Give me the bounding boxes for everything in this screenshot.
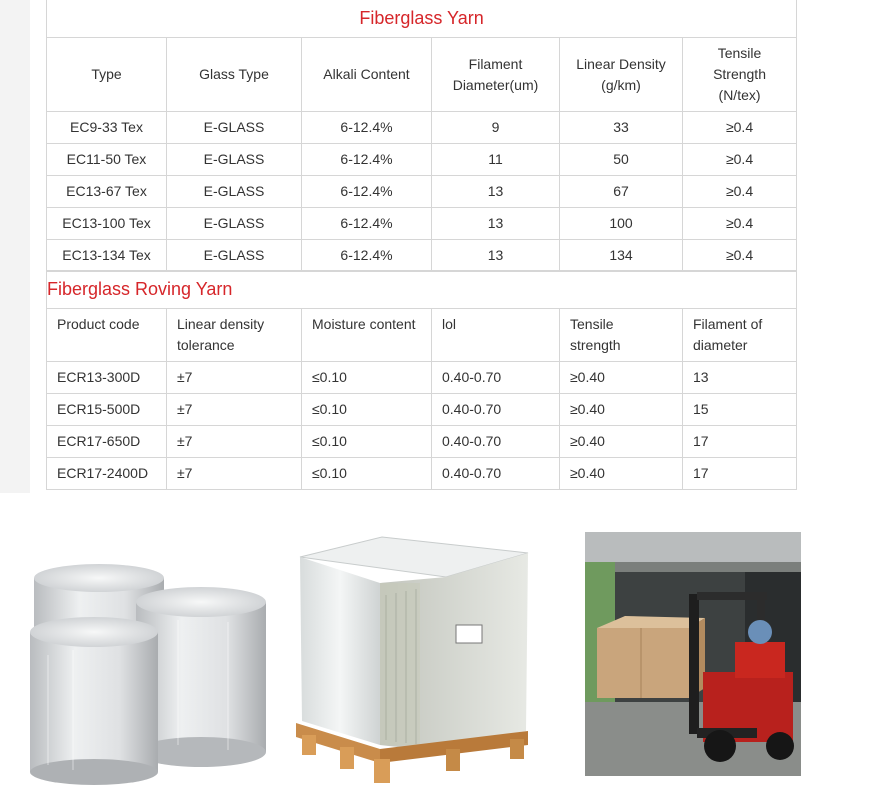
column-header (683, 38, 797, 112)
table-cell: ≥0.40 (560, 458, 683, 490)
table-cell: ≥0.4 (683, 144, 797, 176)
table-cell: 17 (683, 458, 797, 490)
table-cell: ≤0.10 (302, 362, 432, 394)
header-label: Type (91, 66, 122, 82)
table-cell: EC11-50 Tex (47, 144, 167, 176)
column-header (432, 38, 560, 112)
table-cell: E-GLASS (167, 112, 302, 144)
table-cell: EC9-33 Tex (47, 112, 167, 144)
column-header (302, 38, 432, 112)
table-cell: 50 (560, 144, 683, 176)
table-cell: 6-12.4% (302, 208, 432, 240)
table-cell: ±7 (167, 394, 302, 426)
header-label: Tensile Strength (N/tex) (713, 45, 766, 103)
header-label: Filament Diameter(um) (452, 55, 539, 93)
table-cell: 9 (432, 112, 560, 144)
header-label: Moisture content (312, 316, 416, 332)
table-cell: ≤0.10 (302, 458, 432, 490)
table-cell: ECR17-2400D (47, 458, 167, 490)
table-cell: 11 (432, 144, 560, 176)
column-header (560, 309, 683, 362)
table-cell: ≥0.40 (560, 394, 683, 426)
column-header (560, 38, 683, 112)
table-cell: ±7 (167, 426, 302, 458)
column-header (683, 309, 797, 362)
table-cell: 15 (683, 394, 797, 426)
table-row (47, 176, 797, 208)
header-label: Filament of diameter (693, 316, 763, 353)
table-row (47, 394, 797, 426)
table-cell: 13 (432, 240, 560, 272)
table-cell: 6-12.4% (302, 144, 432, 176)
table-row (47, 240, 797, 272)
table-row (47, 362, 797, 394)
forklift-loading-photo (585, 532, 801, 776)
table-title-row (47, 271, 797, 309)
table-title-row (47, 0, 797, 38)
fiberglass-roving-yarn-table (46, 270, 797, 490)
table-row (47, 426, 797, 458)
table-cell: 67 (560, 176, 683, 208)
table-cell: 0.40-0.70 (432, 426, 560, 458)
column-header (167, 309, 302, 362)
table-cell: ≥0.4 (683, 112, 797, 144)
table-cell: ECR17-650D (47, 426, 167, 458)
yarn-table-title: Fiberglass Yarn (47, 0, 797, 38)
column-header (47, 38, 167, 112)
table-cell: ≥0.4 (683, 176, 797, 208)
table-cell: ECR13-300D (47, 362, 167, 394)
table-cell: 6-12.4% (302, 176, 432, 208)
table-cell: 134 (560, 240, 683, 272)
table-cell: EC13-100 Tex (47, 208, 167, 240)
table-header-row (47, 309, 797, 362)
table-cell: 0.40-0.70 (432, 394, 560, 426)
table-cell: 13 (683, 362, 797, 394)
page-side-strip (0, 0, 30, 493)
fiberglass-yarn-table (46, 0, 797, 272)
table-cell: ±7 (167, 362, 302, 394)
table-cell: ±7 (167, 458, 302, 490)
table-cell: E-GLASS (167, 208, 302, 240)
table-cell: EC13-134 Tex (47, 240, 167, 272)
wrapped-pallet-photo (296, 535, 532, 785)
header-label: lol (442, 316, 457, 332)
table-cell: E-GLASS (167, 240, 302, 272)
table-header-row (47, 38, 797, 112)
table-cell: 100 (560, 208, 683, 240)
table-cell: 13 (432, 208, 560, 240)
header-label: Alkali Content (323, 66, 410, 82)
table-cell: ECR15-500D (47, 394, 167, 426)
table-cell: 6-12.4% (302, 112, 432, 144)
table-row (47, 144, 797, 176)
table-cell: ≤0.10 (302, 394, 432, 426)
table-cell: E-GLASS (167, 144, 302, 176)
table-cell: ≤0.10 (302, 426, 432, 458)
table-row (47, 112, 797, 144)
table-cell: E-GLASS (167, 176, 302, 208)
column-header (302, 309, 432, 362)
header-label: Tensile strength (570, 316, 621, 353)
table-cell: 13 (432, 176, 560, 208)
table-cell: ≥0.4 (683, 240, 797, 272)
table-cell: 0.40-0.70 (432, 362, 560, 394)
table-cell: ≥0.4 (683, 208, 797, 240)
yarn-roll (30, 617, 158, 785)
fiberglass-yarn-rolls-photo (28, 560, 270, 786)
table-row (47, 208, 797, 240)
header-label: Product code (57, 316, 140, 332)
cardboard-boxes (597, 616, 705, 698)
header-label: Linear Density (g/km) (576, 55, 666, 93)
header-label: Linear density tolerance (177, 316, 265, 353)
pallet-label (456, 625, 482, 643)
column-header (47, 309, 167, 362)
table-cell: 0.40-0.70 (432, 458, 560, 490)
header-label: Glass Type (199, 66, 269, 82)
roving-table-title: Fiberglass Roving Yarn (47, 271, 797, 309)
table-cell: EC13-67 Tex (47, 176, 167, 208)
table-cell: ≥0.40 (560, 362, 683, 394)
table-row (47, 458, 797, 490)
table-cell: ≥0.40 (560, 426, 683, 458)
column-header (167, 38, 302, 112)
table-cell: 33 (560, 112, 683, 144)
column-header (432, 309, 560, 362)
table-cell: 6-12.4% (302, 240, 432, 272)
table-cell: 17 (683, 426, 797, 458)
